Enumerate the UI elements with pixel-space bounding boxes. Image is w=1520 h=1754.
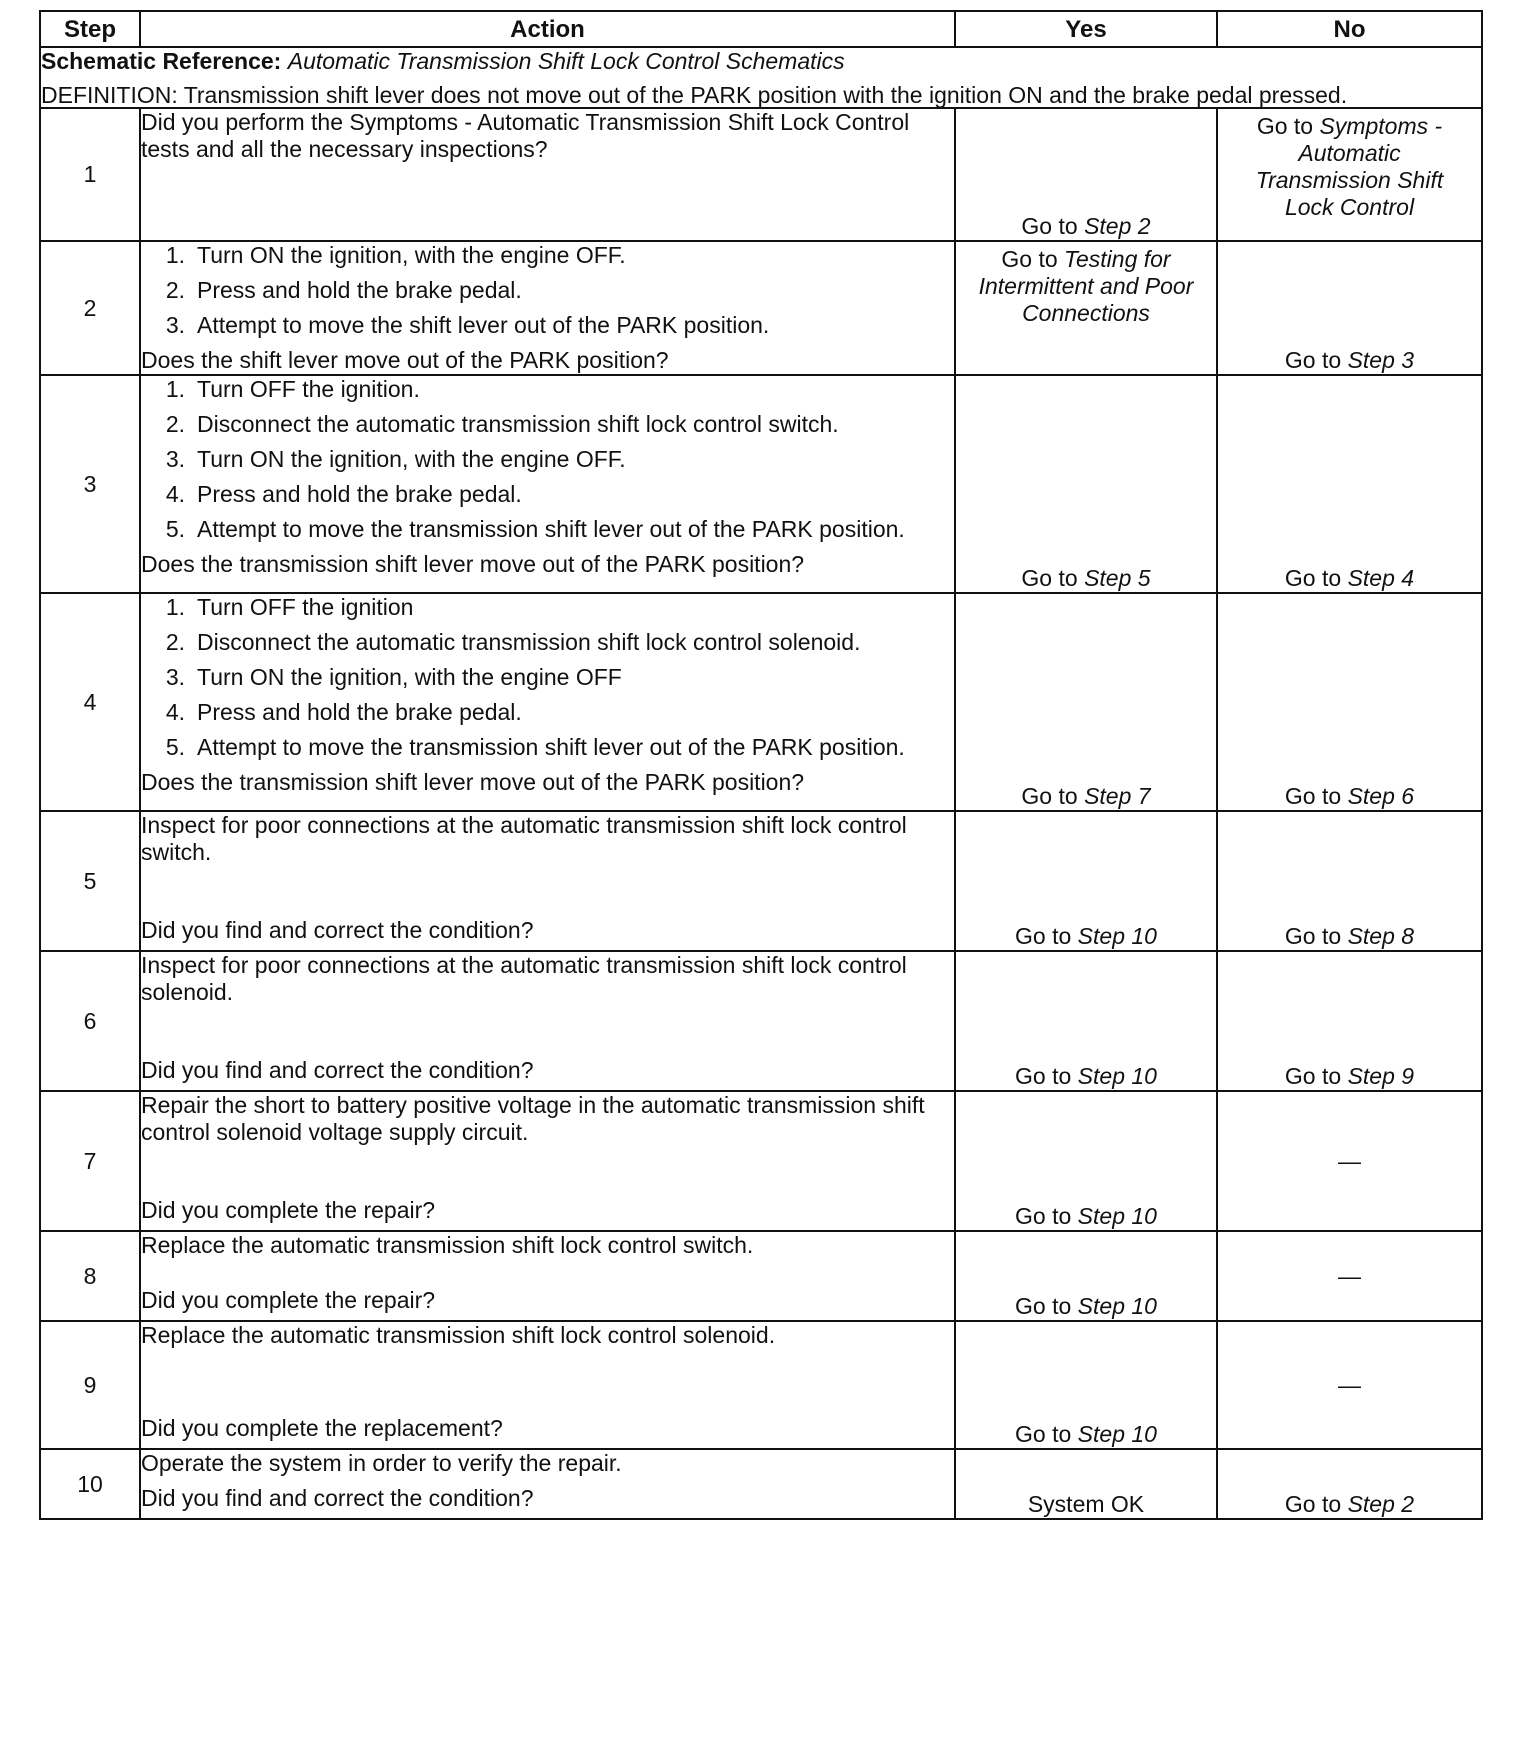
no-dash: — — [1338, 1262, 1361, 1289]
yes-cell — [955, 1091, 1217, 1231]
action-question: Does the transmission shift lever move out of the PARK position? — [141, 551, 805, 577]
action-text: Repair the short to battery positive voltage in the automatic transmission shift control solenoid voltage supply circuit. — [141, 1092, 925, 1145]
yes-cell — [955, 241, 1217, 375]
step-number: 2 — [40, 241, 140, 375]
go-to-label: Go to — [1284, 1491, 1342, 1517]
list-item: 2. Press and hold the brake pedal. — [165, 277, 522, 303]
no-cell — [1217, 1091, 1482, 1231]
action-cell — [140, 1449, 955, 1519]
action-cell — [140, 241, 955, 375]
step-number: 10 — [40, 1449, 140, 1519]
no-cell — [1217, 375, 1482, 593]
header-action: Action — [140, 11, 955, 47]
go-to-label: Go to — [1284, 923, 1342, 949]
go-to-label: Go to — [1015, 923, 1072, 949]
action-cell — [140, 1231, 955, 1321]
yes-cell — [955, 1321, 1217, 1449]
no-cell — [1217, 108, 1482, 241]
yes-link[interactable]: Step 10 — [1077, 1203, 1157, 1229]
schematic-reference-link[interactable]: Automatic Transmission Shift Lock Control Schematics — [287, 48, 845, 74]
go-to-label: Go to — [1021, 213, 1078, 239]
yes-cell — [955, 593, 1217, 811]
list-item: 5. Attempt to move the transmission shift lever out of the PARK position. — [165, 734, 905, 760]
action-text: Did you perform the Symptoms - Automatic Transmission Shift Lock Control tests and all the necessary inspections? — [141, 109, 910, 162]
header-row — [40, 11, 1482, 47]
no-link[interactable]: Symptoms - Automatic Transmission Shift Lock Control — [1255, 113, 1444, 220]
go-to-label: Go to — [1015, 1203, 1072, 1229]
action-cell — [140, 108, 955, 241]
list-item: 4. Press and hold the brake pedal. — [165, 699, 522, 725]
action-text: Replace the automatic transmission shift lock control switch. — [141, 1232, 754, 1258]
step-number: 9 — [40, 1321, 140, 1449]
no-link[interactable]: Step 8 — [1347, 923, 1415, 949]
yes-cell — [955, 375, 1217, 593]
no-cell — [1217, 593, 1482, 811]
no-link[interactable]: Step 3 — [1347, 347, 1415, 373]
procedure-list — [141, 594, 954, 761]
yes-link[interactable]: Step 10 — [1077, 1421, 1157, 1447]
go-to-label: Go to — [1015, 1421, 1072, 1447]
action-question: Did you find and correct the condition? — [141, 917, 534, 943]
no-link[interactable]: Step 6 — [1347, 783, 1415, 809]
table-row — [40, 1321, 1482, 1449]
reference-row — [40, 47, 1482, 108]
go-to-label: Go to — [1256, 113, 1314, 139]
yes-cell — [955, 811, 1217, 951]
yes-link[interactable]: Step 10 — [1077, 1293, 1157, 1319]
action-text: Replace the automatic transmission shift lock control solenoid. — [141, 1322, 776, 1348]
list-item: 2. Disconnect the automatic transmission shift lock control switch. — [165, 411, 839, 437]
yes-cell — [955, 108, 1217, 241]
no-cell — [1217, 1449, 1482, 1519]
header-no: No — [1217, 11, 1482, 47]
action-question: Does the transmission shift lever move out of the PARK position? — [141, 769, 805, 795]
no-cell — [1217, 811, 1482, 951]
yes-cell — [955, 1449, 1217, 1519]
header-yes: Yes — [955, 11, 1217, 47]
yes-cell — [955, 951, 1217, 1091]
action-cell — [140, 375, 955, 593]
yes-link[interactable]: Step 10 — [1077, 923, 1157, 949]
no-link[interactable]: Step 4 — [1347, 565, 1415, 591]
action-cell — [140, 1091, 955, 1231]
table-row — [40, 1449, 1482, 1519]
list-item: 1. Turn OFF the ignition. — [165, 376, 420, 402]
go-to-label: Go to — [1284, 783, 1342, 809]
schematic-reference-label: Schematic Reference: — [41, 48, 282, 74]
yes-result: System OK — [1027, 1491, 1145, 1517]
step-number: 8 — [40, 1231, 140, 1321]
no-dash: — — [1338, 1371, 1361, 1398]
list-item: 1. Turn OFF the ignition — [165, 594, 414, 620]
step-number: 5 — [40, 811, 140, 951]
action-text: Inspect for poor connections at the automatic transmission shift lock control switch. — [141, 812, 907, 865]
procedure-list — [141, 242, 954, 339]
action-cell — [140, 811, 955, 951]
yes-link[interactable]: Testing for Intermittent and Poor Connections — [978, 246, 1194, 326]
step-number: 4 — [40, 593, 140, 811]
table-row — [40, 241, 1482, 375]
go-to-label: Go to — [1284, 565, 1342, 591]
no-cell — [1217, 1321, 1482, 1449]
action-text: Operate the system in order to verify the repair. — [141, 1450, 622, 1476]
list-item: 5. Attempt to move the transmission shift lever out of the PARK position. — [165, 516, 905, 542]
action-question: Did you find and correct the condition? — [141, 1485, 534, 1511]
action-question: Did you complete the replacement? — [141, 1415, 503, 1441]
step-number: 3 — [40, 375, 140, 593]
action-question: Did you complete the repair? — [141, 1287, 436, 1313]
go-to-label: Go to — [1284, 1063, 1342, 1089]
go-to-label: Go to — [1015, 1063, 1072, 1089]
action-question: Did you complete the repair? — [141, 1197, 436, 1223]
no-link[interactable]: Step 2 — [1347, 1491, 1415, 1517]
go-to-label: Go to — [1001, 246, 1058, 272]
yes-link[interactable]: Step 2 — [1084, 213, 1151, 239]
step-number: 6 — [40, 951, 140, 1091]
table-row — [40, 108, 1482, 241]
list-item: 1. Turn ON the ignition, with the engine OFF. — [165, 242, 626, 268]
no-cell — [1217, 951, 1482, 1091]
procedure-list — [141, 376, 954, 543]
list-item: 4. Press and hold the brake pedal. — [165, 481, 522, 507]
schematic-reference — [41, 48, 1481, 75]
yes-link[interactable]: Step 10 — [1077, 1063, 1157, 1089]
table-row — [40, 951, 1482, 1091]
step-number: 7 — [40, 1091, 140, 1231]
no-link[interactable]: Step 9 — [1347, 1063, 1415, 1089]
table-row — [40, 1091, 1482, 1231]
table-row — [40, 593, 1482, 811]
go-to-label: Go to — [1284, 347, 1342, 373]
header-step: Step — [40, 11, 140, 47]
go-to-label: Go to — [1021, 565, 1078, 591]
yes-link[interactable]: Step 5 — [1084, 565, 1151, 591]
yes-cell — [955, 1231, 1217, 1321]
list-item: 3. Turn ON the ignition, with the engine OFF. — [165, 446, 626, 472]
diagnostic-table — [39, 10, 1483, 1520]
yes-link[interactable]: Step 7 — [1084, 783, 1151, 809]
no-cell — [1217, 1231, 1482, 1321]
action-cell — [140, 1321, 955, 1449]
list-item: 3. Attempt to move the shift lever out of the PARK position. — [165, 312, 770, 338]
action-cell — [140, 951, 955, 1091]
no-dash: — — [1338, 1147, 1361, 1174]
action-question: Does the shift lever move out of the PARK position? — [141, 347, 669, 373]
action-cell — [140, 593, 955, 811]
go-to-label: Go to — [1021, 783, 1078, 809]
reference-cell — [40, 47, 1482, 108]
no-cell — [1217, 241, 1482, 375]
action-text: Inspect for poor connections at the automatic transmission shift lock control solenoid. — [141, 952, 907, 1005]
action-question: Did you find and correct the condition? — [141, 1057, 534, 1083]
list-item: 3. Turn ON the ignition, with the engine OFF — [165, 664, 622, 690]
definition-text: DEFINITION: Transmission shift lever does not move out of the PARK position with the ignition ON and the brake pedal pressed. — [41, 82, 1348, 108]
table-row — [40, 1231, 1482, 1321]
list-item: 2. Disconnect the automatic transmission shift lock control solenoid. — [165, 629, 861, 655]
step-number: 1 — [40, 108, 140, 241]
table-row — [40, 811, 1482, 951]
go-to-label: Go to — [1015, 1293, 1072, 1319]
table-row — [40, 375, 1482, 593]
